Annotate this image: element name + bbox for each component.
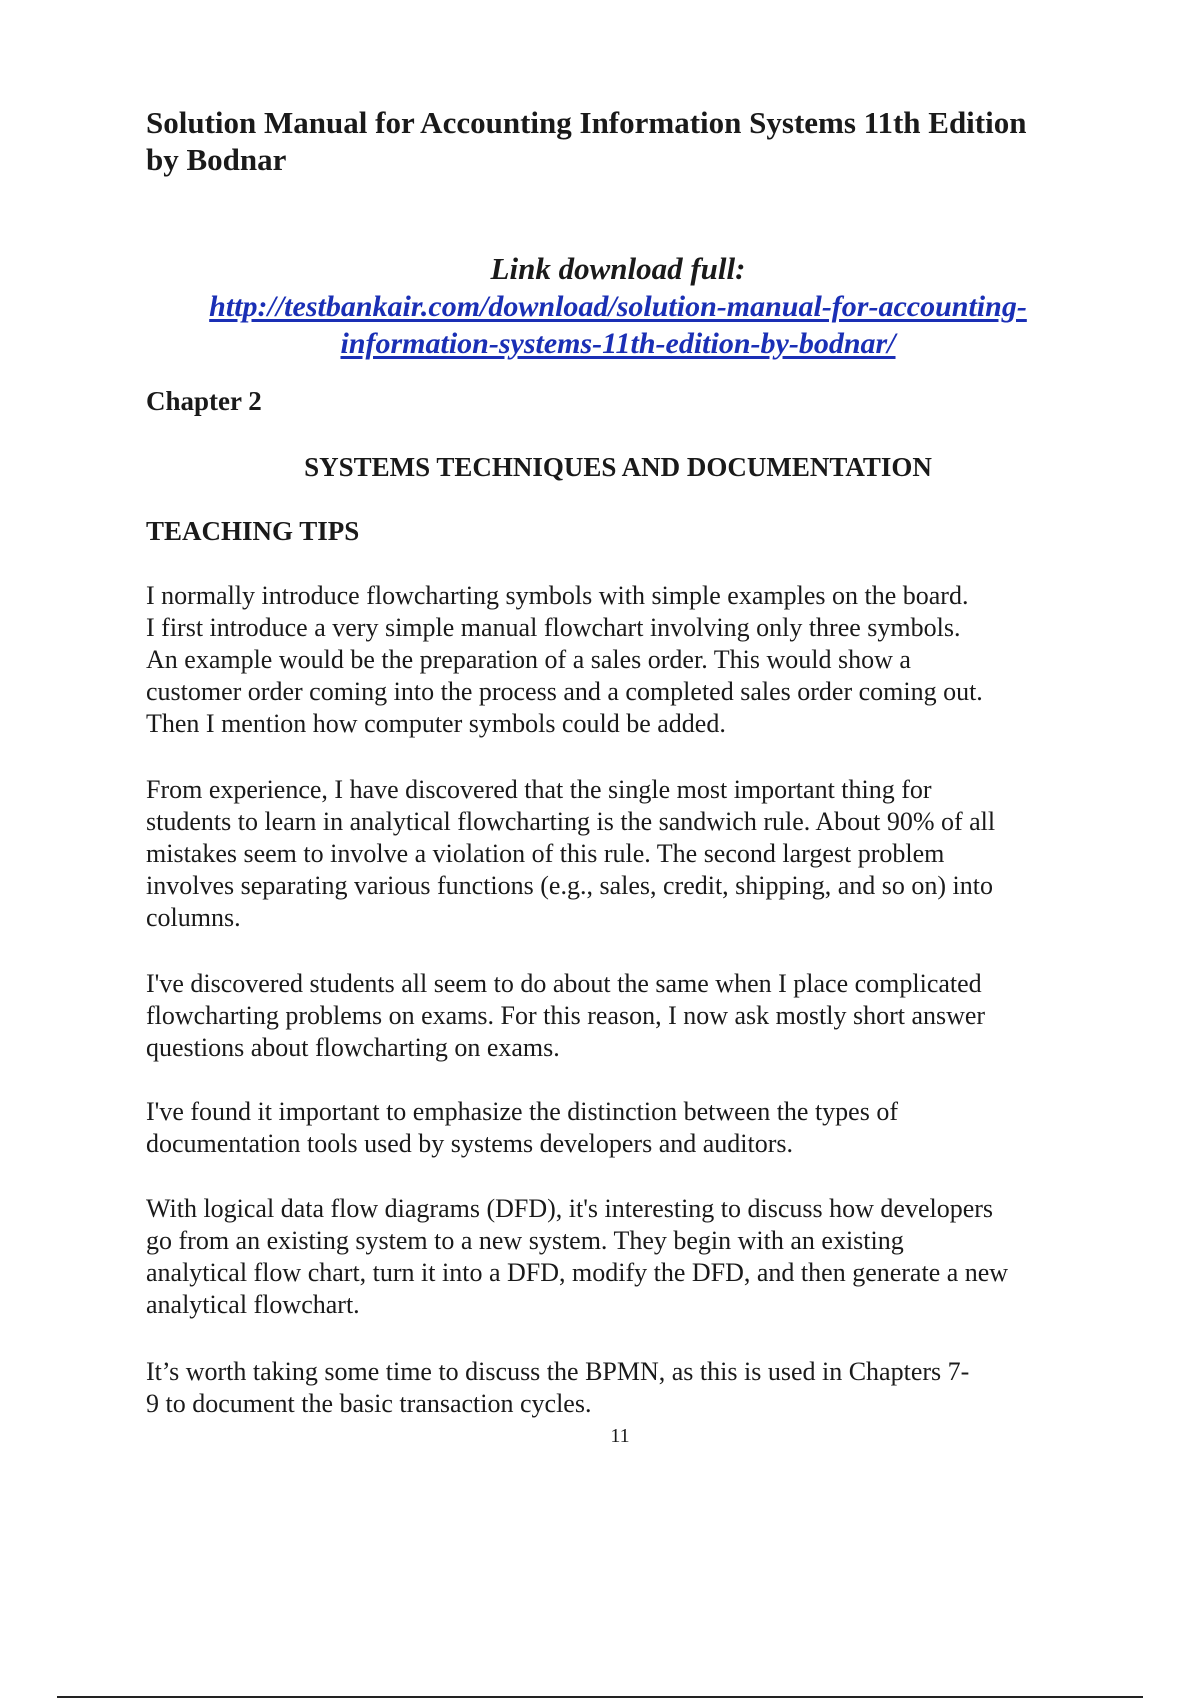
download-link[interactable]: http://testbankair.com/download/solution-manual-for-accounting-information-systems-11th-edition-by-bodnar/ — [209, 290, 1027, 360]
paragraph-5: With logical data flow diagrams (DFD), it's interesting to discuss how developers go from an existing system to a new system. They begin with an existing analytical flow chart, turn it into a DFD, modify the DFD, and then generate a new analytical flowchart. — [146, 1194, 1009, 1319]
page-number: 11 — [610, 1425, 630, 1447]
paragraph-4: I've found it important to emphasize the distinction between the types of documentation tools used by systems developers and auditors. — [146, 1097, 898, 1158]
paragraph-3: I've discovered students all seem to do about the same when I place complicated flowcharting problems on exams. For this reason, I now ask mostly short answer questions about flowcharting on exams. — [146, 969, 986, 1062]
document-title: Solution Manual for Accounting Information Systems 11th Edition by Bodnar — [146, 105, 1027, 177]
chapter-heading: Chapter 2 — [146, 386, 262, 416]
paragraph-2: From experience, I have discovered that the single most important thing for students to learn in analytical flowcharting is the sandwich rule. About 90% of all mistakes seem to involve a violation of this rule. The second largest problem involves separating various functions (e.g., sales, credit, shipping, and so on) into columns. — [146, 775, 996, 932]
download-link-block — [146, 250, 1090, 362]
paragraph-1: I normally introduce flowcharting symbols with simple examples on the board. I first introduce a very simple manual flowchart involving only three symbols. An example would be the preparation of a sales order. This would show a customer order coming into the process and a completed sales order coming out. Then I mention how computer symbols could be added. — [146, 581, 983, 738]
download-link-label: Link download full: — [490, 251, 746, 286]
section-title: SYSTEMS TECHNIQUES AND DOCUMENTATION — [304, 452, 932, 482]
paragraph-6: It’s worth taking some time to discuss the BPMN, as this is used in Chapters 7- 9 to document the basic transaction cycles. — [146, 1357, 970, 1418]
footer-divider — [57, 1696, 1143, 1698]
teaching-tips-heading: TEACHING TIPS — [146, 516, 360, 546]
